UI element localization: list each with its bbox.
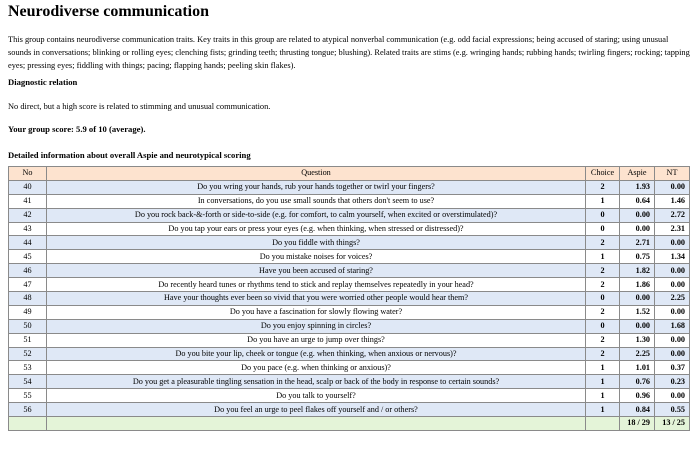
scoring-table — [8, 166, 690, 431]
table-row — [9, 250, 690, 264]
cell-question: In conversations, do you use small sounds that others don't seem to use? — [47, 194, 586, 208]
cell-choice: 2 — [586, 278, 620, 292]
cell-question: Do you feel an urge to peel flakes off yourself and / or others? — [47, 403, 586, 417]
cell-aspie: 2.71 — [620, 236, 655, 250]
cell-no: 46 — [9, 264, 47, 278]
cell-no: 54 — [9, 375, 47, 389]
cell-nt: 1.46 — [655, 194, 690, 208]
cell-question: Do you tap your ears or press your eyes (e.g. when thinking, when stressed or distressed)? — [47, 222, 586, 236]
table-row — [9, 403, 690, 417]
cell-choice: 0 — [586, 208, 620, 222]
cell-aspie: 0.00 — [620, 222, 655, 236]
cell-aspie: 1.01 — [620, 361, 655, 375]
cell-choice: 1 — [586, 389, 620, 403]
cell-no: 55 — [9, 389, 47, 403]
table-row — [9, 180, 690, 194]
cell-aspie: 0.00 — [620, 319, 655, 333]
table-row — [9, 264, 690, 278]
cell-aspie: 2.25 — [620, 347, 655, 361]
cell-no: 40 — [9, 180, 47, 194]
table-header-row — [9, 167, 690, 181]
cell-aspie: 0.84 — [620, 403, 655, 417]
cell-aspie: 0.76 — [620, 375, 655, 389]
cell-aspie: 0.75 — [620, 250, 655, 264]
cell-aspie: 1.93 — [620, 180, 655, 194]
cell-choice: 2 — [586, 264, 620, 278]
cell-choice: 2 — [586, 305, 620, 319]
cell-no: 56 — [9, 403, 47, 417]
col-header-no: No — [9, 167, 47, 181]
total-aspie: 18 / 29 — [620, 417, 655, 431]
diagnostic-text: No direct, but a high score is related to stimming and unusual communication. — [8, 102, 271, 111]
col-header-choice: Choice — [586, 167, 620, 181]
cell-choice: 1 — [586, 194, 620, 208]
cell-question: Do you get a pleasurable tingling sensation in the head, scalp or back of the body in response to certain sounds? — [47, 375, 586, 389]
page-title: Neurodiverse communication — [8, 3, 210, 20]
table-row — [9, 305, 690, 319]
cell-aspie: 0.00 — [620, 208, 655, 222]
cell-choice: 0 — [586, 319, 620, 333]
table-row — [9, 361, 690, 375]
cell-no: 53 — [9, 361, 47, 375]
table-row — [9, 389, 690, 403]
cell-nt: 0.37 — [655, 361, 690, 375]
cell-choice: 0 — [586, 292, 620, 306]
table-row — [9, 278, 690, 292]
table-row — [9, 347, 690, 361]
table-row — [9, 236, 690, 250]
cell-no: 48 — [9, 292, 47, 306]
cell-aspie: 0.00 — [620, 292, 655, 306]
cell-choice: 0 — [586, 222, 620, 236]
cell-aspie: 1.52 — [620, 305, 655, 319]
cell-no: 51 — [9, 333, 47, 347]
cell-question: Do you pace (e.g. when thinking or anxious)? — [47, 361, 586, 375]
cell-aspie: 0.96 — [620, 389, 655, 403]
cell-question: Do you rock back-&-forth or side-to-side (e.g. for comfort, to calm yourself, when excited or overstimulated)? — [47, 208, 586, 222]
table-row — [9, 194, 690, 208]
cell-question: Do you fiddle with things? — [47, 236, 586, 250]
cell-aspie: 1.86 — [620, 278, 655, 292]
cell-aspie: 1.30 — [620, 333, 655, 347]
cell-question: Do you wring your hands, rub your hands together or twirl your fingers? — [47, 180, 586, 194]
cell-no: 49 — [9, 305, 47, 319]
cell-nt: 0.00 — [655, 333, 690, 347]
cell-nt: 0.00 — [655, 264, 690, 278]
table-row — [9, 333, 690, 347]
table-row — [9, 292, 690, 306]
cell-question: Do recently heard tunes or rhythms tend to stick and replay themselves repeatedly in your head? — [47, 278, 586, 292]
cell-nt: 2.72 — [655, 208, 690, 222]
cell-choice: 2 — [586, 333, 620, 347]
cell-question: Have your thoughts ever been so vivid that you were worried other people would hear them? — [47, 292, 586, 306]
col-header-question: Question — [47, 167, 586, 181]
cell-question: Do you bite your lip, cheek or tongue (e.g. when thinking, when anxious or nervous)? — [47, 347, 586, 361]
cell-no: 52 — [9, 347, 47, 361]
cell-nt: 0.00 — [655, 236, 690, 250]
cell-aspie: 1.82 — [620, 264, 655, 278]
table-row — [9, 375, 690, 389]
cell-nt: 1.34 — [655, 250, 690, 264]
cell-nt: 2.31 — [655, 222, 690, 236]
detail-heading: Detailed information about overall Aspie and neurotypical scoring — [8, 150, 251, 160]
cell-no: 43 — [9, 222, 47, 236]
cell-nt: 0.23 — [655, 375, 690, 389]
cell-no: 41 — [9, 194, 47, 208]
cell-choice: 1 — [586, 361, 620, 375]
cell-question: Do you enjoy spinning in circles? — [47, 319, 586, 333]
totals-blank — [47, 417, 586, 431]
cell-question: Do you talk to yourself? — [47, 389, 586, 403]
cell-nt: 0.55 — [655, 403, 690, 417]
cell-choice: 1 — [586, 250, 620, 264]
cell-nt: 0.00 — [655, 389, 690, 403]
table-row — [9, 222, 690, 236]
cell-choice: 2 — [586, 180, 620, 194]
group-score: Your group score: 5.9 of 10 (average). — [8, 124, 146, 134]
cell-no: 47 — [9, 278, 47, 292]
cell-question: Have you been accused of staring? — [47, 264, 586, 278]
diagnostic-heading: Diagnostic relation — [8, 77, 78, 87]
table-row — [9, 208, 690, 222]
cell-no: 42 — [9, 208, 47, 222]
cell-no: 44 — [9, 236, 47, 250]
cell-no: 45 — [9, 250, 47, 264]
cell-nt: 0.00 — [655, 278, 690, 292]
cell-nt: 1.68 — [655, 319, 690, 333]
cell-nt: 2.25 — [655, 292, 690, 306]
cell-question: Do you have a fascination for slowly flowing water? — [47, 305, 586, 319]
col-header-nt: NT — [655, 167, 690, 181]
cell-nt: 0.00 — [655, 180, 690, 194]
totals-row — [9, 417, 690, 431]
cell-choice: 2 — [586, 236, 620, 250]
cell-nt: 0.00 — [655, 305, 690, 319]
table-row — [9, 319, 690, 333]
cell-choice: 2 — [586, 347, 620, 361]
total-nt: 13 / 25 — [655, 417, 690, 431]
cell-question: Do you mistake noises for voices? — [47, 250, 586, 264]
cell-nt: 0.00 — [655, 347, 690, 361]
group-description: This group contains neurodiverse communication traits. Key traits in this group are related to atypical nonverbal communication (e.g. odd facial expressions; being accused of staring; using unusual sounds in conversations; blinking or rolling eyes; clenching fists; grinding teeth; thrusting tongue; blushing). Related traits are stims (e.g. wringing hands; rubbing hands; twirling fingers; rocking; tapping eyes; pressing eyes; fiddling with things; pacing; flapping hands; peeling skin flakes). — [8, 35, 690, 70]
totals-blank — [586, 417, 620, 431]
cell-aspie: 0.64 — [620, 194, 655, 208]
cell-question: Do you have an urge to jump over things? — [47, 333, 586, 347]
col-header-aspie: Aspie — [620, 167, 655, 181]
totals-blank — [9, 417, 47, 431]
cell-choice: 1 — [586, 375, 620, 389]
cell-no: 50 — [9, 319, 47, 333]
cell-choice: 1 — [586, 403, 620, 417]
